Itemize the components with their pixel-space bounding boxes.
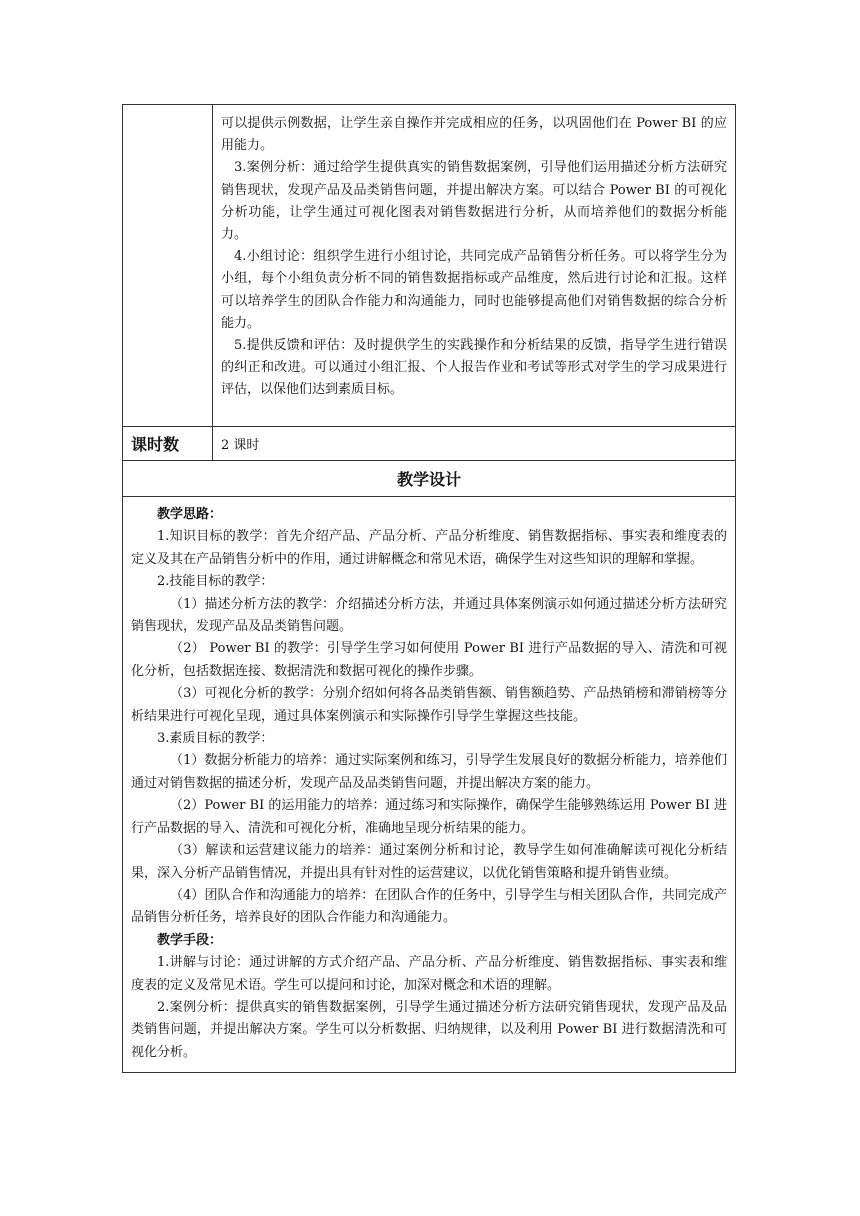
class-hours-row bbox=[123, 427, 736, 461]
design-heading: 教学设计 bbox=[123, 461, 736, 497]
design-paragraph: 1.讲解与讨论：通过讲解的方式介绍产品、产品分析、产品分析维度、销售数据指标、事实表和维度表的定义及常见术语。学生可以提问和讨论，加深对概念和术语的理解。 bbox=[131, 955, 727, 993]
teaching-thinking-heading: 教学思路： bbox=[157, 507, 223, 522]
design-paragraph: （1）数据分析能力的培养：通过实际案例和练习，引导学生发展良好的数据分析能力，培养他们通过对销售数据的描述分析，发现产品及品类销售问题，并提出解决方案的能力。 bbox=[131, 753, 727, 791]
teaching-methods-cell bbox=[213, 105, 736, 427]
class-hours-label: 课时数 bbox=[123, 427, 213, 461]
design-paragraph: （1）描述分析方法的教学：介绍描述分析方法，并通过具体案例演示如何通过描述分析方法研究销售现状，发现产品及品类销售问题。 bbox=[131, 596, 727, 635]
methods-paragraph: 3.案例分析：通过给学生提供真实的销售数据案例，引导他们运用描述分析方法研究销售现状，发现产品及品类销售问题，并提出解决方案。可以结合 Power BI 的可视化分析功能，让学生通过可视化图表对销售数据进行分析，从而培养他们的数据分析能力。 bbox=[221, 160, 727, 243]
empty-label-cell bbox=[123, 105, 213, 427]
teaching-methods-row bbox=[123, 105, 736, 427]
design-heading-row bbox=[123, 461, 736, 497]
design-paragraph: 2.技能目标的教学： bbox=[157, 574, 274, 590]
design-paragraph: 2.案例分析：提供真实的销售数据案例，引导学生通过描述分析方法研究销售现状，发现产品及品类销售问题，并提出解决方案。学生可以分析数据、归纳规律，以及利用 Power BI 进行数据清洗和可视化分析。 bbox=[131, 999, 727, 1060]
design-paragraph: 3.素质目标的教学： bbox=[157, 731, 274, 747]
design-paragraph: （2） Power BI 的教学：引导学生学习如何使用 Power BI 进行产品数据的导入、清洗和可视化分析，包括数据连接、数据清洗和数据可视化的操作步骤。 bbox=[131, 641, 727, 679]
design-paragraph: （2）Power BI 的运用能力的培养：通过练习和实际操作，确保学生能够熟练运用 Power BI 进行产品数据的导入、清洗和可视化分析，准确地呈现分析结果的能力。 bbox=[131, 798, 727, 836]
design-body-cell bbox=[123, 497, 736, 1073]
class-hours-value: 2 课时 bbox=[213, 427, 736, 461]
design-body-row bbox=[123, 497, 736, 1073]
methods-paragraph: 可以提供示例数据，让学生亲自操作并完成相应的任务，以巩固他们在 Power BI 的应用能力。 bbox=[221, 116, 727, 154]
design-paragraph: （4）团队合作和沟通能力的培养：在团队合作的任务中，引导学生与相关团队合作，共同完成产品销售分析任务，培养良好的团队合作能力和沟通能力。 bbox=[131, 887, 727, 926]
design-paragraph: （3）解读和运营建议能力的培养：通过案例分析和讨论，教导学生如何准确解读可视化分析结果，深入分析产品销售情况，并提出具有针对性的运营建议，以优化销售策略和提升销售业绩。 bbox=[131, 843, 727, 881]
methods-paragraph: 4.小组讨论：组织学生进行小组讨论，共同完成产品销售分析任务。可以将学生分为小组，每个小组负责分析不同的销售数据指标或产品维度，然后进行讨论和汇报。这样可以培养学生的团队合作能力和沟通能力，同时也能够提高他们对销售数据的综合分析能力。 bbox=[221, 249, 727, 331]
lesson-plan-table bbox=[122, 104, 736, 1073]
methods-paragraph: 5.提供反馈和评估：及时提供学生的实践操作和分析结果的反馈，指导学生进行错误的纠正和改进。可以通过小组汇报、个人报告作业和考试等形式对学生的学习成果进行评估，以保他们达到素质目标。 bbox=[221, 338, 727, 398]
teaching-means-heading: 教学手段： bbox=[157, 932, 223, 948]
design-paragraph: （3）可视化分析的教学：分别介绍如何将各品类销售额、销售额趋势、产品热销榜和滞销榜等分析结果进行可视化呈现，通过具体案例演示和实际操作引导学生掌握这些技能。 bbox=[131, 686, 727, 724]
design-paragraph: 1.知识目标的教学：首先介绍产品、产品分析、产品分析维度、销售数据指标、事实表和维度表的定义及其在产品销售分析中的作用，通过讲解概念和常见术语，确保学生对这些知识的理解和掌握。 bbox=[131, 529, 727, 567]
